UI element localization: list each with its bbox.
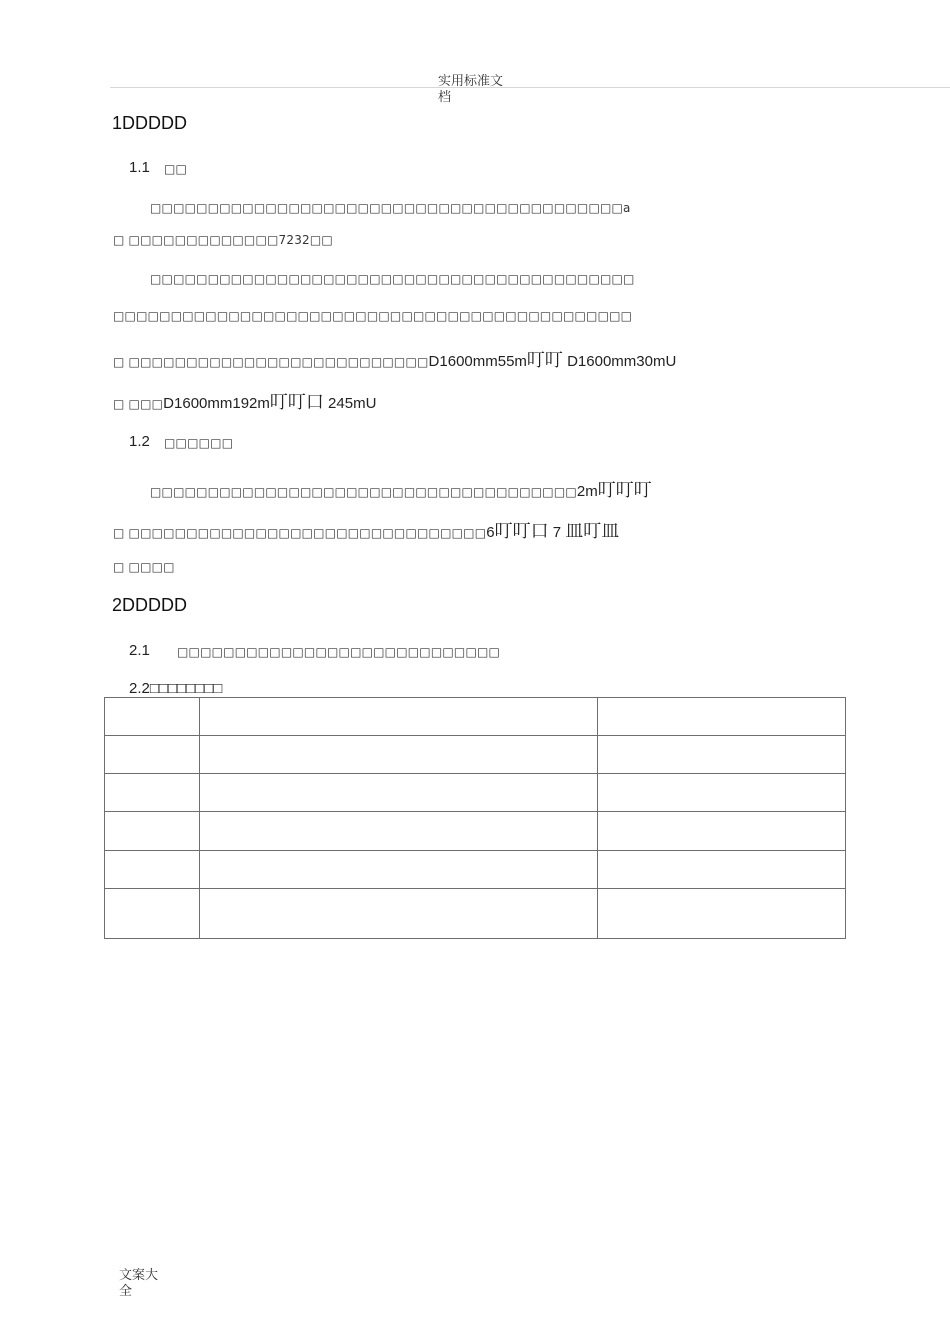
footer-text-line2: 全 [119,1284,133,1299]
table-cell [199,850,597,888]
paragraph-4-line-3: □ □□□□ [113,560,175,574]
table-cell [199,774,597,812]
paragraph-2-line-1: □□□□□□□□□□□□□□□□□□□□□□□□□□□□□□□□□□□□□□□□□□ [150,272,635,286]
paragraph-2-line-2: □□□□□□□□□□□□□□□□□□□□□□□□□□□□□□□□□□□□□□□□□□□□□ [113,309,633,323]
paragraph-4-line-2-squares: □ □□□□□□□□□□□□□□□□□□□□□□□□□□□□□□□ [113,526,487,540]
paragraph-1-line-2-text: □ □□□□□□□□□□□□□7232□□ [113,233,333,247]
table-row [105,736,846,774]
table-cell [105,698,200,736]
paragraph-3-line-1-squares: □ □□□□□□□□□□□□□□□□□□□□□□□□□□ [113,355,429,369]
table-row [105,812,846,850]
table-cell [105,736,200,774]
subsection-1-1-title: □□ [164,162,188,176]
subsection-2-1-text: □□□□□□□□□□□□□□□□□□□□□□□□□□□□ [177,645,501,659]
table-cell [105,888,200,938]
subsection-2-2-title [129,680,222,697]
subsection-1-1-number: 1.1 [129,159,150,176]
paragraph-4-line-2 [113,517,619,543]
paragraph-1-line-1: □□□□□□□□□□□□□□□□□□□□□□□□□□□□□□□□□□□□□□□□□a [150,201,631,215]
header-title-line1: 实用标准文 [438,74,504,89]
paragraph-4-line-2-num-2: 7 [548,524,566,541]
subsection-1-2-number: 1.2 [129,433,150,450]
table-cell [199,888,597,938]
table-cell [598,812,846,850]
paragraph-3-line-1 [113,346,676,372]
subsection-2-1-number: 2.1 [129,642,150,659]
paragraph-3-line-2 [113,388,376,414]
table-cell [598,888,846,938]
table-cell [598,698,846,736]
table-row [105,888,846,938]
table-cell [598,850,846,888]
section-1-heading: 1DDDDD [112,113,188,133]
paragraph-4-line-2-glyphs-1: 叮叮口 [494,521,549,542]
paragraph-4-line-2-glyphs-2: 皿叮皿 [565,521,620,542]
empty-table [104,697,846,939]
table-row [105,774,846,812]
paragraph-3-line-1-spec: D1600mm55m [428,353,527,370]
paragraph-3-line-2-squares: □ □□□ [113,397,164,411]
table-cell [598,774,846,812]
paragraph-4-line-1 [150,476,652,502]
paragraph-3-line-1-glyphs: 叮叮 [526,350,563,371]
paragraph-3-line-1-spec-2: D1600mm30mU [562,353,677,370]
header-title-line2: 档 [438,90,452,105]
header-rule [110,87,950,88]
paragraph-3-line-2-glyphs: 叮叮口 [269,392,324,413]
table-row [105,698,846,736]
paragraph-4-line-1-squares: □□□□□□□□□□□□□□□□□□□□□□□□□□□□□□□□□□□□□ [150,485,577,499]
section-2-heading: 2DDDDD [112,595,188,615]
footer-text-line1: 文案大 [119,1268,159,1283]
table-cell [105,850,200,888]
paragraph-4-line-1-spec: 2m [576,483,598,500]
subsection-1-2-title: □□□□□□ [164,436,234,450]
footer-text [119,1268,158,1300]
table-cell [105,774,200,812]
subsection-2-2-title-text: 2.2□□□□□□□□ [129,680,223,697]
table-cell [199,736,597,774]
paragraph-4-line-2-num: 6 [486,524,495,541]
table-row [105,850,846,888]
paragraph-3-line-2-spec-2: 245mU [323,395,377,412]
paragraph-3-line-2-spec: D1600mm192m [163,395,270,412]
header-title [438,74,503,106]
table-cell [199,698,597,736]
table-cell [598,736,846,774]
table-cell [105,812,200,850]
paragraph-1-line-2 [113,231,333,248]
table-cell [199,812,597,850]
paragraph-4-line-1-glyphs: 叮叮叮 [597,480,652,501]
